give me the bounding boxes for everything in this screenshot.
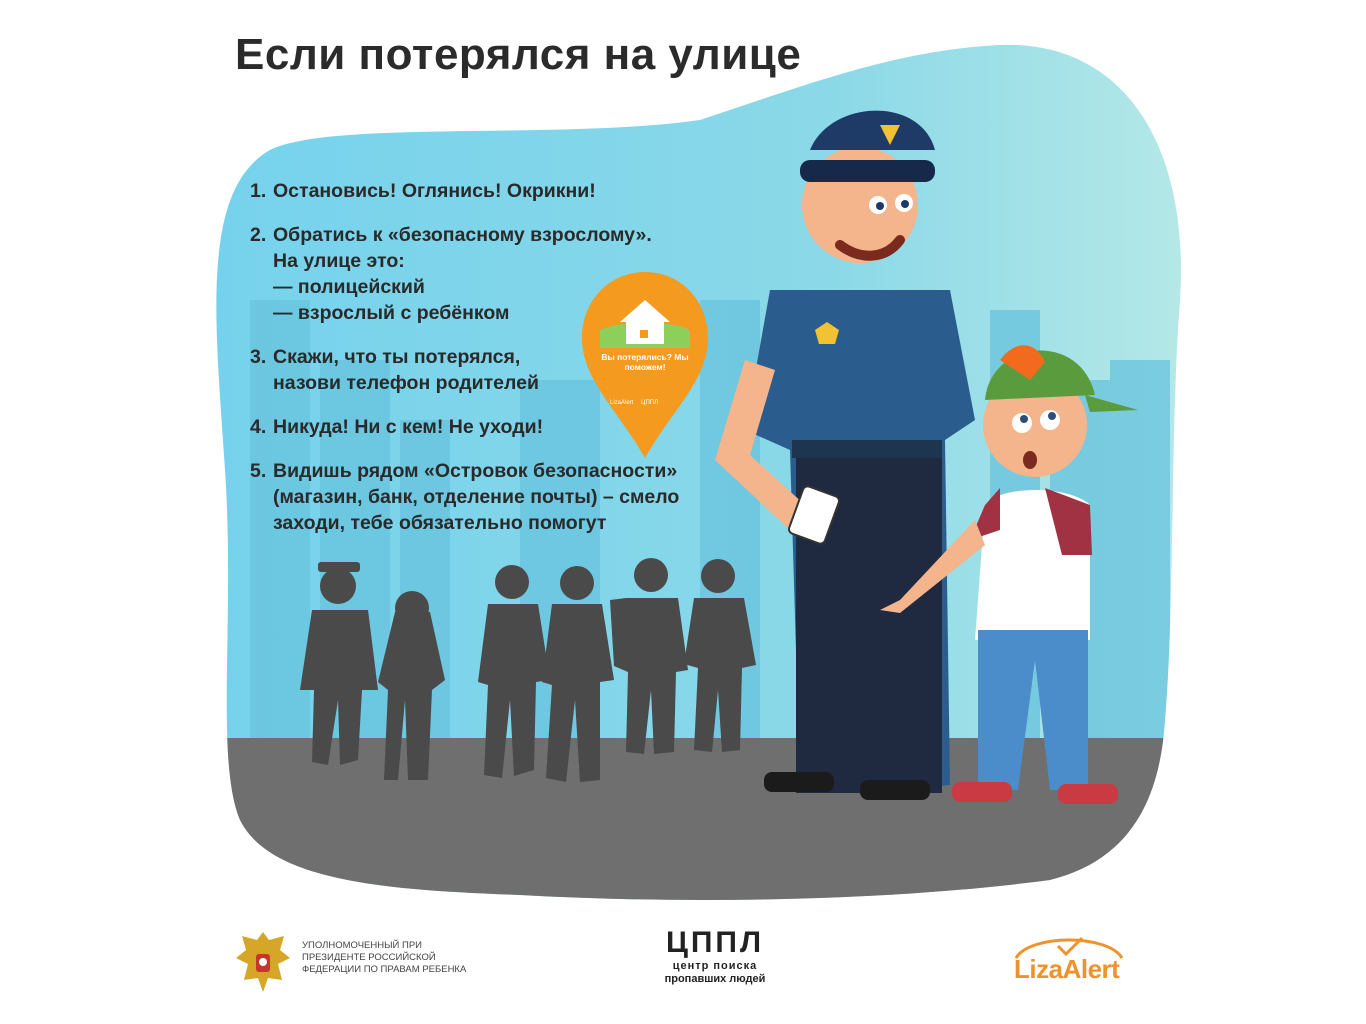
pin-logos <box>610 400 680 414</box>
rule-3: 3. Скажи, что ты потерялся, назови телефон родителей <box>250 346 539 394</box>
rule-4: 4. Никуда! Ни с кем! Не уходи! <box>250 416 544 438</box>
rule-2: 2. Обратись к «безопасному взрослому». На улице это: — полицейский — взрослый с ребёнком <box>250 224 652 324</box>
lizaalert-logo-block <box>1010 930 1128 992</box>
ombudsman-label: УПОЛНОМОЧЕННЫЙ ПРИ ПРЕЗИДЕНТЕ РОССИЙСКОЙ ФЕДЕРАЦИИ ПО ПРАВАМ РЕБЕНКА <box>302 940 467 975</box>
cppl-line-2: пропавших людей <box>664 973 766 985</box>
pin-logo-cppl: ЦППЛ <box>641 400 659 406</box>
cppl-logo: ЦППЛ <box>665 926 765 959</box>
ombudsman-logo-block <box>234 928 467 996</box>
page-title: Если потерялся на улице <box>235 30 802 79</box>
cppl-logo-block <box>660 926 770 986</box>
coat-of-arms-icon <box>234 928 292 996</box>
lizaalert-logo: LizaAlert <box>1014 954 1120 984</box>
pin-caption: Вы потерялись? Мы поможем! <box>601 352 689 372</box>
cppl-line-1: центр поиска <box>672 960 758 972</box>
pin-logo-liza: LizaAlert <box>610 400 634 406</box>
rule-5: 5. Видишь рядом «Островок безопасности» (магазин, банк, отделение почты) – смело заходи, тебе обязательно помогут <box>250 460 680 534</box>
rule-1: 1. Остановись! Оглянись! Окрикни! <box>250 180 596 202</box>
